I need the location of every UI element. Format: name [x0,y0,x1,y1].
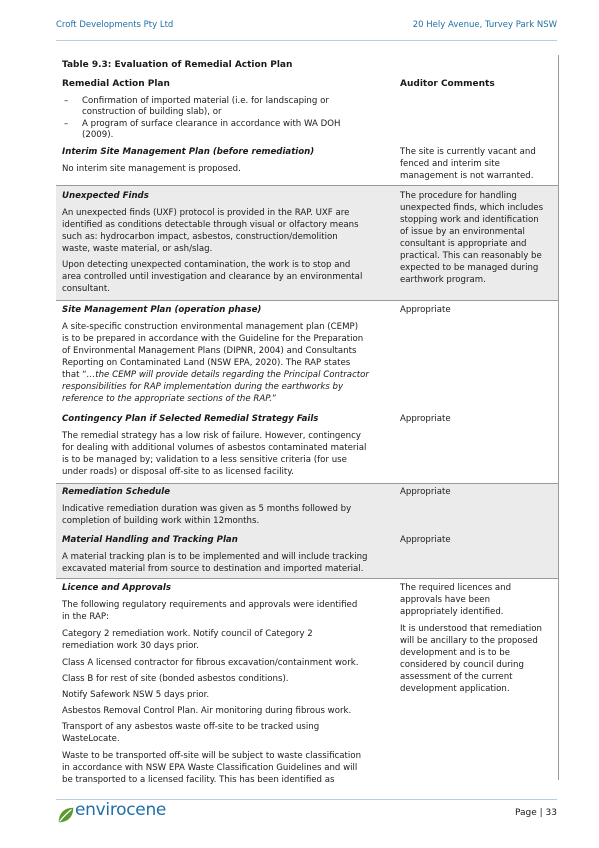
licence-safework: Notify Safework NSW 5 days prior. [62,690,210,700]
licence-comment2-3: development and is to be [400,648,511,658]
quote-open: that “ [62,370,87,380]
sitemgmt-quote-line-3 [62,394,276,406]
quote-text-1: …the CEMP will provide details regarding the Principal Contractor [86,370,369,380]
sitemgmt-line-2: is to be prepared in accordance with the Guideline for the Preparation [62,334,364,344]
bullet-2-line-1: A program of surface clearance in accordance with WA DOH [82,119,341,129]
footer-logo-text: envirocene [75,800,167,820]
licence-comment2-6: development application. [400,684,510,694]
interim-comment-1: The site is currently vacant and [400,147,536,157]
unexpected-p2-2: area controlled until investigation and clearance by an environmental [62,272,363,282]
contingency-line-2: for dealing with additional volumes of asbestos contaminated material [62,443,367,453]
unexpected-comment-8: earthwork program. [400,275,486,285]
licence-comment2-1: It is understood that remediation [400,624,542,634]
column-header-rap: Remedial Action Plan [62,79,170,89]
unexpected-p2-1: Upon detecting unexpected contamination, the work is to stop and [62,260,351,270]
sitemgmt-heading: Site Management Plan (operation phase) [62,305,262,315]
unexpected-comment-1: The procedure for handling [400,191,517,201]
interim-heading: Interim Site Management Plan (before remediation) [62,147,315,157]
licence-comment2-4: considered by council during [400,660,524,670]
header-divider [56,40,557,41]
licence-comment1-3: appropriately identified. [400,607,504,617]
licence-intro-1: The following regulatory requirements and approvals were identified [62,600,358,610]
sitemgmt-line-1: A site-specific construction environmental management plan (CEMP) [62,322,359,332]
table-title: Table 9.3: Evaluation of Remedial Action Plan [62,60,293,70]
row-divider [56,300,559,301]
unexpected-p2-3: consultant. [62,284,110,294]
licence-waste-2: in accordance with NSW EPA Waste Classification Guidelines and will [62,763,358,773]
sitemgmt-line-3: of Environmental Management Plans (DIPNR, 2004) and Consultants [62,346,357,356]
licence-transport-1: Transport of any asbestos waste off-site to be tracked using [62,722,320,732]
unexpected-comment-4: of issue by an environmental [400,227,525,237]
licence-classA: Class A licensed contractor for fibrous excavation/containment work. [62,658,359,668]
contingency-line-4: under roads) or disposal off-site to as licensed facility. [62,467,294,477]
contingency-line-1: The remedial strategy has a low risk of failure. However, contingency [62,431,361,441]
licence-waste-1: Waste to be transported off-site will be subject to waste classification [62,751,362,761]
unexpected-comment-2: unexpected finds, which includes [400,203,544,213]
licence-cat2-1: Category 2 remediation work. Notify council of Category 2 [62,629,313,639]
tracking-line-2: excavated material from source to destination and imported material. [62,564,364,574]
bullet-1-line-1: Confirmation of imported material (i.e. for landscaping or [82,96,329,106]
header-address: 20 Hely Avenue, Turvey Park NSW [412,20,557,30]
unexpected-comment-6: practical. This can reasonably be [400,251,542,261]
unexpected-comment-7: expected to be managed during [400,263,539,273]
quote-close: ” [271,394,277,404]
schedule-line-1: Indicative remediation duration was given as 5 months followed by [62,504,352,514]
unexpected-p1-2: identified as conditions detectable through visual or olfactory means [62,220,359,230]
row-divider [56,578,559,579]
bullet-1-line-2: construction of building slab), or [82,107,222,117]
envirocene-leaf-logo-icon [56,805,76,825]
licence-comment2-5: assessment of the current [400,672,513,682]
tracking-line-1: A material tracking plan is to be implemented and will include tracking [62,552,368,562]
schedule-heading: Remediation Schedule [62,487,171,497]
contingency-comment: Appropriate [400,414,451,424]
interim-text: No interim site management is proposed. [62,164,241,174]
unexpected-comment-3: stopping work and identification [400,215,539,225]
schedule-line-2: completion of building work within 12months. [62,516,260,526]
sitemgmt-quote-line-2: responsibilities for RAP implementation during the earthworks by [62,382,344,392]
licence-cat2-2: remediation work 30 days prior. [62,641,199,651]
unexpected-heading: Unexpected Finds [62,191,149,201]
licence-comment1-1: The required licences and [400,583,512,593]
licence-comment2-2: will be ancillary to the proposed [400,636,538,646]
header-company: Croft Developments Pty Ltd [56,20,174,30]
licence-arcp: Asbestos Removal Control Plan. Air monitoring during fibrous work. [62,706,352,716]
licence-heading: Licence and Approvals [62,583,171,593]
sitemgmt-comment: Appropriate [400,305,451,315]
bullet-dash: – [64,119,69,129]
page-number: Page | 33 [515,808,557,818]
bullet-dash: – [64,96,69,106]
bullet-2-line-2: (2009). [82,130,114,140]
unexpected-p1-3: such as: hydrocarbon impact, asbestos, construction/demolition [62,232,338,242]
schedule-comment: Appropriate [400,487,451,497]
sitemgmt-quote-line-1 [62,370,369,382]
contingency-line-3: is to be managed by; validation to a less sensitive criteria (for use [62,455,347,465]
contingency-heading: Contingency Plan if Selected Remedial Strategy Fails [62,414,319,424]
interim-comment-3: management is not warranted. [400,171,534,181]
interim-comment-2: fenced and interim site [400,159,500,169]
unexpected-p1-4: waste, waste material, or ash/slag. [62,244,213,254]
licence-classB: Class B for rest of site (bonded asbestos conditions). [62,674,289,684]
licence-intro-2: in the RAP: [62,612,109,622]
column-header-auditor: Auditor Comments [400,79,495,89]
tracking-comment: Appropriate [400,535,451,545]
quote-text-3: reference to the appropriate sections of the RAP. [62,394,272,404]
licence-transport-2: WasteLocate. [62,734,120,744]
licence-waste-3: be transported to a licensed facility. This has been identified as [62,775,335,785]
table-right-border [558,55,559,780]
unexpected-comment-5: consultant is appropriate and [400,239,527,249]
unexpected-p1-1: An unexpected finds (UXF) protocol is provided in the RAP. UXF are [62,208,350,218]
tracking-heading: Material Handling and Tracking Plan [62,535,238,545]
licence-comment1-2: approvals have been [400,595,491,605]
sitemgmt-line-4: Reporting on Contaminated Land (NSW EPA, 2020). The RAP states [62,358,351,368]
